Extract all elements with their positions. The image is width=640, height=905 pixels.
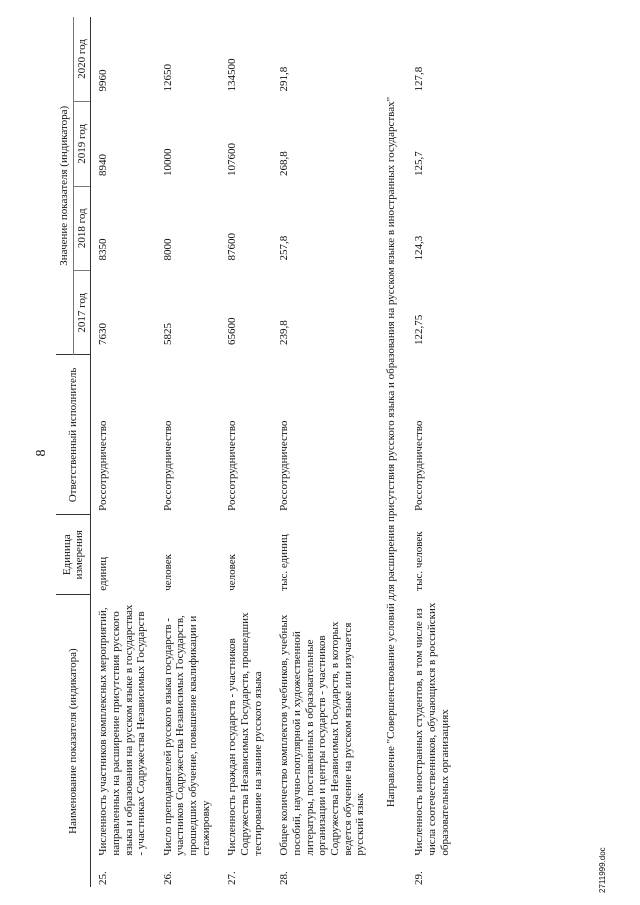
row-value-2020: 134500 bbox=[226, 58, 239, 92]
header-year-2017: 2017 год bbox=[73, 271, 91, 355]
row-value-2019: 125,7 bbox=[413, 151, 426, 177]
row-value-2020: 12650 bbox=[161, 64, 174, 92]
row-value-2020: 127,8 bbox=[413, 66, 426, 92]
row-unit: человек bbox=[226, 553, 239, 591]
row-name: Численность участников комплексных мероприятий, направленных на расширение присутствия русского языка и образования на русском языке в государствах - участниках Содружества Независимых Государств bbox=[97, 604, 148, 856]
table-row bbox=[91, 17, 156, 887]
row-responsible: Россотрудничество bbox=[413, 420, 426, 511]
row-name: Общее количество комплектов учебников, учебных пособий, научно-популярной и художественной литературы, поставленных в образовательные организации и центры государств - участников Содружества Независимых Государств, в которых ведется обучение на русском языке или изучается русский язык bbox=[278, 614, 367, 856]
row-responsible: Россотрудничество bbox=[226, 420, 239, 511]
row-name: Численность граждан государств - участников Содружества Независимых Государств, прошедших тестирование на знание русского языка bbox=[226, 612, 264, 856]
row-unit: тыс. единиц bbox=[278, 534, 291, 591]
indicator-table bbox=[56, 17, 459, 887]
document-code: 2711999.doc bbox=[598, 847, 607, 893]
row-unit: человек bbox=[161, 553, 174, 591]
row-value-2017: 122,75 bbox=[413, 314, 426, 345]
row-number: 25. bbox=[97, 871, 110, 885]
row-value-2018: 87600 bbox=[226, 233, 239, 261]
row-number: 29. bbox=[413, 871, 426, 885]
row-value-2019: 268,8 bbox=[278, 151, 291, 177]
row-value-2018: 124,3 bbox=[413, 235, 426, 261]
table-row bbox=[272, 17, 374, 887]
page-number: 8 bbox=[34, 449, 49, 457]
row-value-2019: 8940 bbox=[97, 154, 110, 177]
row-unit: единиц bbox=[97, 556, 110, 591]
document-page bbox=[20, 13, 610, 893]
header-unit: Единица измерения bbox=[56, 515, 91, 595]
row-responsible: Россотрудничество bbox=[161, 420, 174, 511]
table-row bbox=[156, 17, 221, 887]
row-number: 26. bbox=[161, 871, 174, 885]
row-value-2017: 239,8 bbox=[278, 320, 291, 345]
row-name: Численность иностранных студентов, в том числе из числа соотечественников, обучающихся в российских образовательных организациях bbox=[413, 602, 451, 856]
row-value-2020: 9960 bbox=[97, 69, 110, 92]
direction-row bbox=[375, 17, 408, 887]
row-value-2019: 107600 bbox=[226, 143, 239, 177]
row-name: Число преподавателей русского языка государств - участников Содружества Независимых Государств, прошедших обучение, повышение квалификации и стажировку bbox=[161, 615, 212, 856]
row-value-2018: 8000 bbox=[161, 238, 174, 261]
row-value-2017: 7630 bbox=[97, 323, 110, 345]
row-responsible: Россотрудничество bbox=[278, 420, 291, 511]
row-value-2017: 65600 bbox=[226, 317, 239, 345]
header-responsible: Ответственный исполнитель bbox=[56, 355, 91, 515]
table-row bbox=[407, 17, 459, 887]
header-values-group: Значение показателя (индикатора) bbox=[56, 17, 73, 355]
row-responsible: Россотрудничество bbox=[97, 420, 110, 511]
row-value-2020: 291,8 bbox=[278, 66, 291, 92]
row-value-2018: 8350 bbox=[97, 238, 110, 261]
row-value-2018: 257,8 bbox=[278, 235, 291, 261]
header-year-2020: 2020 год bbox=[73, 17, 91, 102]
header-name: Наименование показателя (индикатора) bbox=[56, 595, 91, 887]
table-row bbox=[220, 17, 272, 887]
row-value-2017: 5825 bbox=[161, 323, 174, 345]
header-year-2019: 2019 год bbox=[73, 102, 91, 186]
row-value-2019: 10000 bbox=[161, 148, 174, 177]
header-year-2018: 2018 год bbox=[73, 186, 91, 270]
row-unit: тыс. человек bbox=[413, 531, 426, 591]
direction-heading: Направление "Совершенствование условий для расширения присутствия русского языка и образования на русском языке в иностранных государствах" bbox=[384, 96, 397, 808]
row-number: 27. bbox=[226, 871, 239, 885]
row-number: 28. bbox=[278, 871, 291, 885]
